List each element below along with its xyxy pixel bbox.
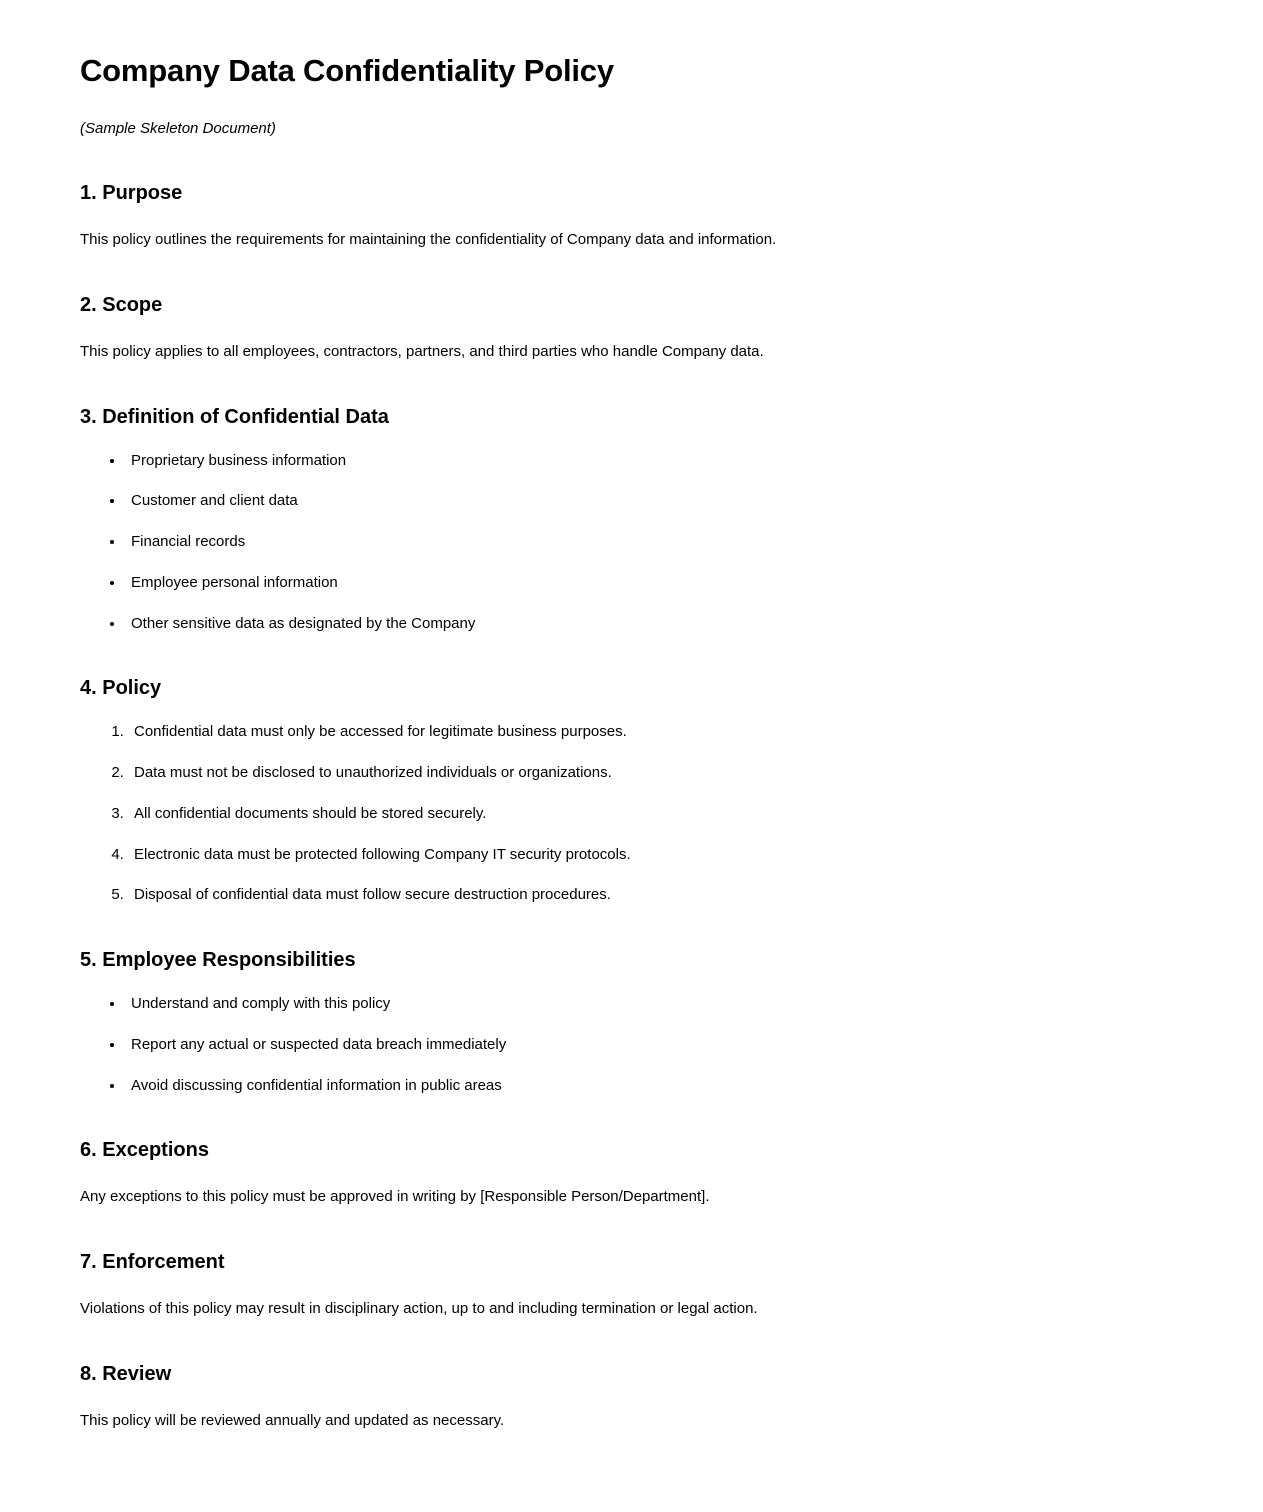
section-heading-scope: 2. Scope — [80, 293, 163, 316]
section-paragraph-scope: This policy applies to all employees, contractors, partners, and third parties who handle Company data. — [80, 342, 764, 360]
list-item: 5. Disposal of confidential data must follow secure destruction procedures. — [128, 884, 1183, 906]
list-item: 3. All confidential documents should be stored securely. — [128, 803, 1183, 825]
section-policy — [80, 676, 1183, 906]
section-enforcement — [80, 1250, 1183, 1320]
section-paragraph-enforcement: Violations of this policy may result in disciplinary action, up to and including termination or legal action. — [80, 1300, 758, 1318]
document-subtitle: (Sample Skeleton Document) — [80, 120, 276, 138]
section-employee-responsibilities — [80, 948, 1183, 1096]
section-heading-review: 8. Review — [80, 1362, 172, 1385]
list-item: • Other sensitive data as designated by the Company — [125, 613, 1183, 635]
list-item: • Employee personal information — [125, 572, 1183, 594]
list-item: • Proprietary business information — [125, 450, 1183, 472]
section-paragraph-exceptions: Any exceptions to this policy must be approved in writing by [Responsible Person/Department]. — [80, 1188, 710, 1206]
section-scope — [80, 293, 1183, 363]
section-heading-purpose: 1. Purpose — [80, 182, 183, 205]
list-item: • Understand and comply with this policy — [125, 993, 1183, 1015]
section-paragraph-review: This policy will be reviewed annually and updated as necessary. — [80, 1411, 505, 1429]
list-item: • Customer and client data — [125, 490, 1183, 512]
page-title: Company Data Confidentiality Policy — [80, 53, 614, 88]
section-paragraph-purpose: This policy outlines the requirements for maintaining the confidentiality of Company data and information. — [80, 231, 777, 249]
section-heading-exceptions: 6. Exceptions — [80, 1139, 209, 1162]
definition-bullet-list — [80, 450, 1183, 635]
section-heading-employee-responsibilities: 5. Employee Responsibilities — [80, 949, 356, 972]
responsibilities-bullet-list — [80, 993, 1183, 1096]
list-item: 4. Electronic data must be protected following Company IT security protocols. — [128, 844, 1183, 866]
section-heading-enforcement: 7. Enforcement — [80, 1251, 225, 1274]
section-definition — [80, 405, 1183, 635]
list-item: 1. Confidential data must only be accessed for legitimate business purposes. — [128, 721, 1183, 743]
section-heading-policy: 4. Policy — [80, 677, 162, 700]
section-review — [80, 1362, 1183, 1432]
list-item: • Financial records — [125, 531, 1183, 553]
section-purpose — [80, 181, 1183, 251]
list-item: 2. Data must not be disclosed to unauthorized individuals or organizations. — [128, 762, 1183, 784]
section-exceptions — [80, 1138, 1183, 1208]
section-heading-definition: 3. Definition of Confidential Data — [80, 405, 389, 428]
list-item: • Report any actual or suspected data breach immediately — [125, 1034, 1183, 1056]
policy-numbered-list — [80, 721, 1183, 906]
list-item: • Avoid discussing confidential information in public areas — [125, 1075, 1183, 1097]
